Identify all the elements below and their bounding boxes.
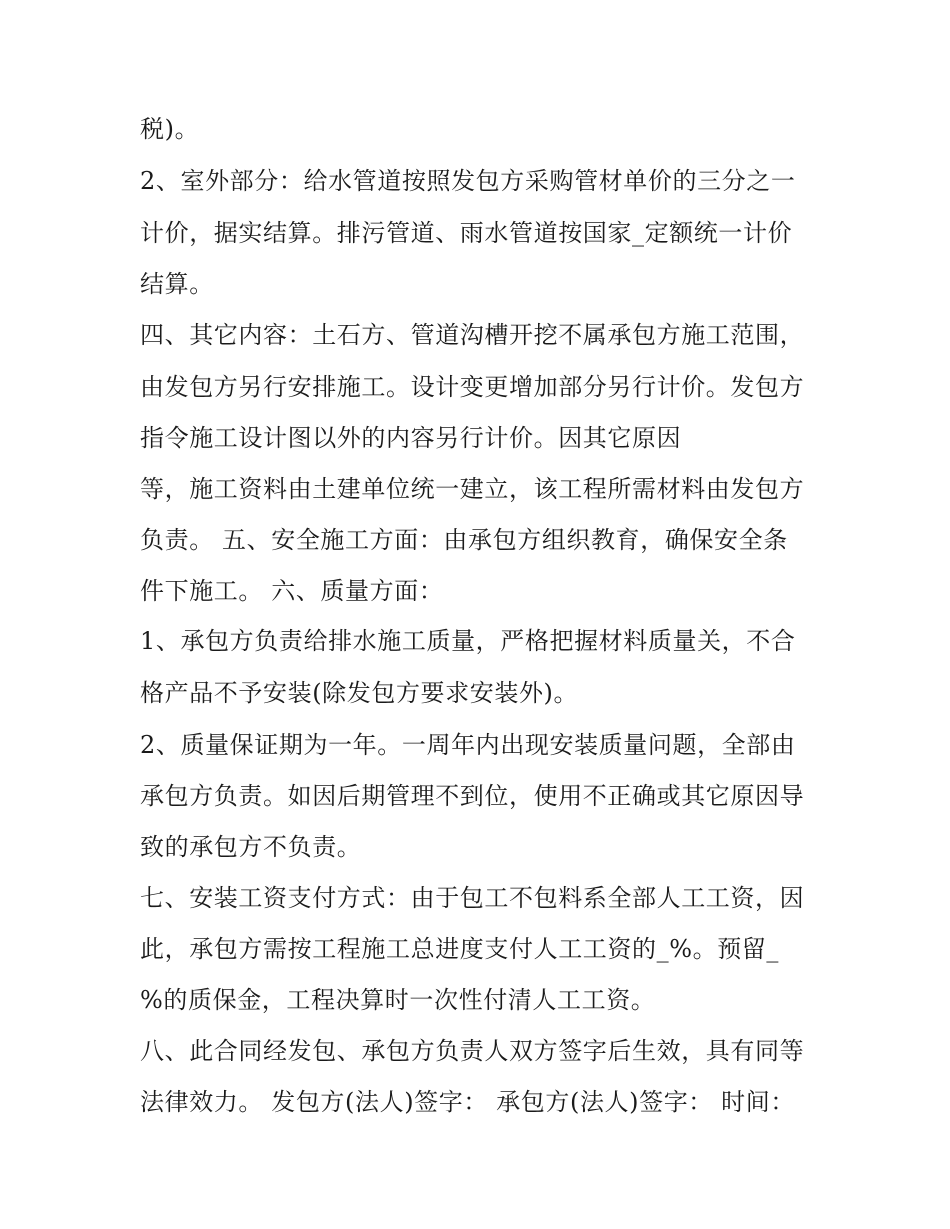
text-line: 法律效力。 发包方(法人)签字： 承包方(法人)签字： 时间： [140,1088,795,1116]
text-line: 2、质量保证期为一年。一周年内出现安装质量问题，全部由 [140,731,796,759]
text-line: 致的承包方不负责。 [140,833,362,861]
text-line: 负责。 五、安全施工方面：由承包方组织教育，确保安全条 [140,526,788,554]
text-line: 1、承包方负责给排水施工质量，严格把握材料质量关，不合 [140,627,796,655]
text-line: %的质保金，工程决算时一次性付清人工工资。 [140,986,656,1014]
text-line: 结算。 [140,270,214,298]
text-line: 2、室外部分：给水管道按照发包方采购管材单价的三分之一 [140,167,796,195]
text-line: 件下施工。 六、质量方面： [140,577,444,605]
text-line: 指令施工设计图以外的内容另行计价。因其它原因 [140,424,682,452]
text-line: 计价，据实结算。排污管道、雨水管道按国家_定额统一计价 [140,219,793,247]
text-line: 八、此合同经发包、承包方负责人双方签字后生效，具有同等 [140,1037,805,1065]
text-line: 税)。 [140,115,200,143]
text-line: 七、安装工资支付方式：由于包工不包料系全部人工工资，因 [140,884,805,912]
text-line: 此，承包方需按工程施工总进度支付人工工资的_%。预留_ [140,935,780,963]
text-line: 由发包方另行安排施工。设计变更增加部分另行计价。发包方 [140,373,805,401]
text-line: 四、其它内容：土石方、管道沟槽开挖不属承包方施工范围， [140,321,805,349]
text-line: 等，施工资料由土建单位统一建立，该工程所需材料由发包方 [140,475,805,503]
text-line: 格产品不予安装(除发包方要求安装外)。 [140,679,579,707]
text-line: 承包方负责。如因后期管理不到位，使用不正确或其它原因导 [140,782,805,810]
